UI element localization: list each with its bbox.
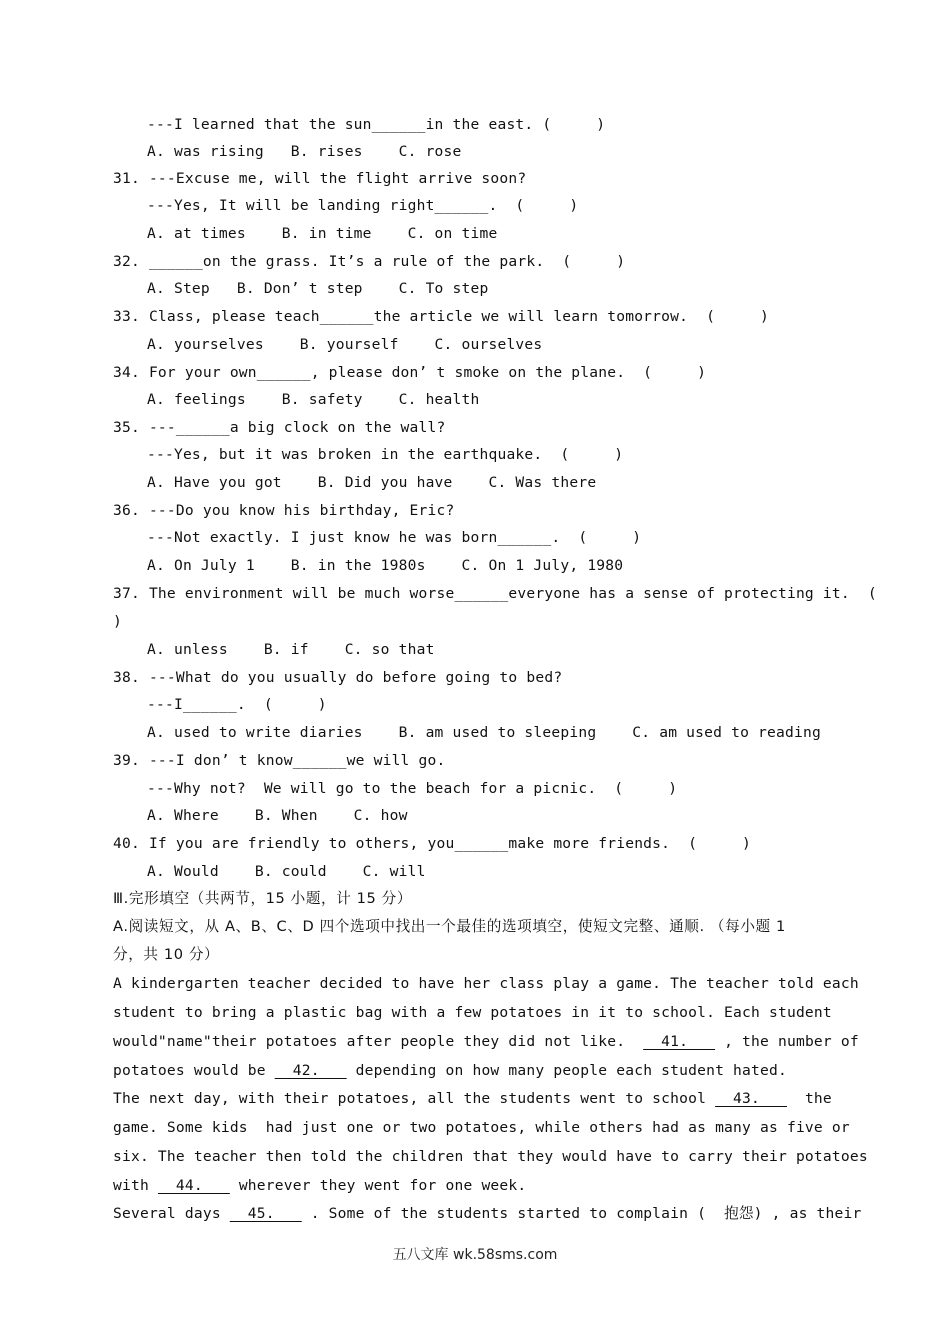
q31-line2: ---Yes, It will be landing right______. ( ) xyxy=(147,197,579,214)
q35-line2: ---Yes, but it was broken in the earthquake. ( ) xyxy=(147,446,624,463)
q38-stem: 38. ---What do you usually do before going to bed? xyxy=(113,669,563,686)
passage-line: student to bring a plastic bag with a few potatoes in it to school. Each student xyxy=(113,1004,832,1021)
passage-line: A kindergarten teacher decided to have her class play a game. The teacher told each xyxy=(113,975,859,992)
passage-text: with xyxy=(113,1177,158,1194)
q37-stem: 37. The environment will be much worse______everyone has a sense of protecting it. ( xyxy=(113,585,877,602)
q35-options: A. Have you got B. Did you have C. Was there xyxy=(147,474,597,491)
passage-text: , the number of xyxy=(715,1033,859,1050)
blank-43: __43.___ xyxy=(715,1090,787,1107)
q32-options: A. Step B. Don’ t step C. To step xyxy=(147,280,489,297)
blank-45: __45.___ xyxy=(229,1205,302,1222)
passage-line xyxy=(113,1204,862,1224)
passage-line xyxy=(113,1176,526,1196)
q36-options: A. On July 1 B. in the 1980s C. On 1 July, 1980 xyxy=(147,557,624,574)
q39-options: A. Where B. When C. how xyxy=(147,807,408,824)
q36-line2: ---Not exactly. I just know he was born______. ( ) xyxy=(147,529,642,546)
q39-line2: ---Why not? We will go to the beach for a picnic. ( ) xyxy=(147,780,678,797)
passage-line xyxy=(113,1032,859,1052)
q33-options: A. yourselves B. yourself C. ourselves xyxy=(147,336,543,353)
blank-41: __41.___ xyxy=(643,1033,716,1050)
passage-text: potatoes would be xyxy=(113,1062,275,1079)
passage-text: . Some of the students started to complain ( 抱怨) , as their xyxy=(301,1205,862,1222)
passage-text: would"name"their potatoes after people they did not like. xyxy=(113,1033,644,1050)
q30-options: A. was rising B. rises C. rose xyxy=(147,143,462,160)
q39-stem: 39. ---I don’ t know______we will go. xyxy=(113,752,446,769)
footer-watermark: 五八文库 wk.58sms.com xyxy=(392,1247,558,1263)
section-instructions-continued: 分，共 10 分） xyxy=(113,946,220,963)
q40-options: A. Would B. could C. will xyxy=(147,863,426,880)
passage-text: the xyxy=(786,1090,832,1107)
blank-42: __42.___ xyxy=(274,1062,347,1079)
passage-text: depending on how many people each student hated. xyxy=(346,1062,787,1079)
q40-stem: 40. If you are friendly to others, you______make more friends. ( ) xyxy=(113,835,752,852)
q37-options: A. unless B. if C. so that xyxy=(147,641,435,658)
q38-line2: ---I______. ( ) xyxy=(147,696,327,713)
passage-line: game. Some kids had just one or two potatoes, while others had as many as five or xyxy=(113,1119,850,1136)
q31-options: A. at times B. in time C. on time xyxy=(147,225,498,242)
q37-stem-continued: ) xyxy=(113,613,122,630)
passage-line xyxy=(113,1061,787,1081)
passage-text: The next day, with their potatoes, all the students went to school xyxy=(113,1090,716,1107)
section-instructions: A.阅读短文，从 A、B、C、D 四个选项中找出一个最佳的选项填空，使短文完整、通顺. （每小题 1 xyxy=(113,918,786,935)
q36-stem: 36. ---Do you know his birthday, Eric? xyxy=(113,502,455,519)
q34-options: A. feelings B. safety C. health xyxy=(147,391,480,408)
passage-line: six. The teacher then told the children that they would have to carry their potatoes xyxy=(113,1148,868,1165)
q30-stem: ---I learned that the sun______in the east. ( ) xyxy=(147,116,606,133)
q32-stem: 32. ______on the grass. It’s a rule of the park. ( ) xyxy=(113,253,626,270)
passage-line xyxy=(113,1089,832,1109)
q31-stem: 31. ---Excuse me, will the flight arrive soon? xyxy=(113,170,527,187)
q35-stem: 35. ---______a big clock on the wall? xyxy=(113,419,446,436)
q33-stem: 33. Class, please teach______the article we will learn tomorrow. ( ) xyxy=(113,308,769,325)
section-title: Ⅲ.完形填空（共两节，15 小题，计 15 分） xyxy=(113,890,413,907)
passage-text: Several days xyxy=(113,1205,230,1222)
blank-44: __44.___ xyxy=(157,1177,230,1194)
q34-stem: 34. For your own______, please don’ t smoke on the plane. ( ) xyxy=(113,364,707,381)
passage-text: wherever they went for one week. xyxy=(229,1177,527,1194)
q38-options: A. used to write diaries B. am used to sleeping C. am used to reading xyxy=(147,724,821,741)
